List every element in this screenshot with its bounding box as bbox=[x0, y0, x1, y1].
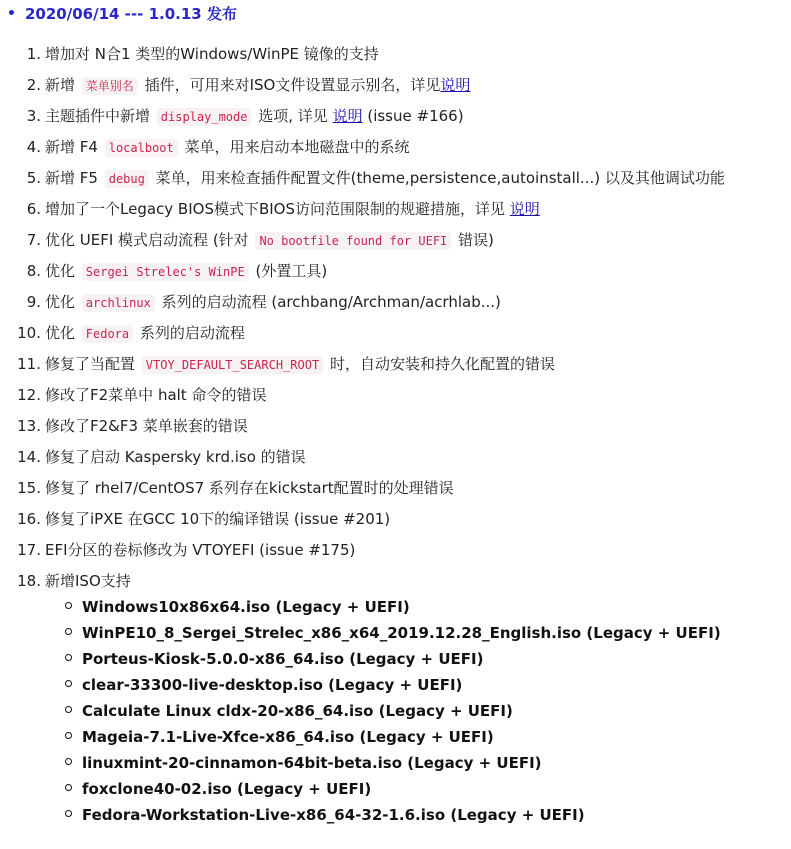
iso-list-item: clear-33300-live-desktop.iso (Legacy + UEFI) bbox=[65, 672, 462, 698]
code-snippet: display_mode bbox=[157, 108, 252, 126]
circle-bullet-icon bbox=[65, 810, 72, 817]
list-item: 8. 优化 Sergei Strelec's WinPE (外置工具) bbox=[26, 262, 328, 280]
circle-bullet-icon bbox=[65, 758, 72, 765]
code-snippet: Sergei Strelec's WinPE bbox=[82, 263, 249, 281]
list-item: 6. 增加了一个Legacy BIOS模式下BIOS访问范围限制的规避措施，详见 说明 bbox=[26, 200, 540, 218]
code-snippet: No bootfile found for UEFI bbox=[255, 232, 451, 250]
release-title: 2020/06/14 --- 1.0.13 发布 bbox=[25, 5, 237, 23]
list-item: 4. 新增 F4 localboot 菜单，用来启动本地磁盘中的系统 bbox=[26, 138, 410, 156]
circle-bullet-icon bbox=[65, 654, 72, 661]
iso-list-item: WinPE10_8_Sergei_Strelec_x86_x64_2019.12.28_English.iso (Legacy + UEFI) bbox=[65, 620, 721, 646]
circle-bullet-icon bbox=[65, 680, 72, 687]
list-item: 5. 新增 F5 debug 菜单，用来检查插件配置文件(theme,persistence,autoinstall...) 以及其他调试功能 bbox=[26, 169, 725, 187]
list-item: 1. 增加对 N合1 类型的Windows/WinPE 镜像的支持 bbox=[26, 45, 379, 63]
iso-list-item: foxclone40-02.iso (Legacy + UEFI) bbox=[65, 776, 371, 802]
release-header bbox=[8, 2, 237, 26]
list-item: 16. 修复了iPXE 在GCC 10下的编译错误 (issue #201) bbox=[17, 510, 391, 528]
list-item: 7. 优化 UEFI 模式启动流程 (针对 No bootfile found for UEFI 错误) bbox=[26, 231, 494, 249]
code-snippet: 菜单别名 bbox=[82, 77, 138, 95]
code-snippet: Fedora bbox=[82, 325, 133, 343]
list-item: 18. 新增ISO支持 bbox=[17, 572, 131, 590]
circle-bullet-icon bbox=[65, 602, 72, 609]
circle-bullet-icon bbox=[65, 732, 72, 739]
iso-list-item: Porteus-Kiosk-5.0.0-x86_64.iso (Legacy + UEFI) bbox=[65, 646, 483, 672]
iso-list-item: linuxmint-20-cinnamon-64bit-beta.iso (Legacy + UEFI) bbox=[65, 750, 542, 776]
list-item: 2. 新增 菜单别名 插件，可用来对ISO文件设置显示别名，详见说明 bbox=[26, 76, 471, 94]
list-item: 12. 修改了F2菜单中 halt 命令的错误 bbox=[17, 386, 267, 404]
code-snippet: VTOY_DEFAULT_SEARCH_ROOT bbox=[142, 356, 323, 374]
circle-bullet-icon bbox=[65, 784, 72, 791]
list-item: 3. 主题插件中新增 display_mode 选项, 详见 说明 (issue #166) bbox=[26, 107, 464, 125]
circle-bullet-icon bbox=[65, 628, 72, 635]
details-link[interactable]: 说明 bbox=[332, 107, 363, 125]
code-snippet: archlinux bbox=[82, 294, 155, 312]
details-link[interactable]: 说明 bbox=[509, 200, 540, 218]
iso-list-item: Calculate Linux cldx-20-x86_64.iso (Legacy + UEFI) bbox=[65, 698, 513, 724]
list-item: 13. 修改了F2&F3 菜单嵌套的错误 bbox=[17, 417, 248, 435]
list-item: 9. 优化 archlinux 系列的启动流程 (archbang/Archman/acrhlab...) bbox=[26, 293, 501, 311]
list-item: 17. EFI分区的卷标修改为 VTOYEFI (issue #175) bbox=[17, 541, 356, 559]
circle-bullet-icon bbox=[65, 706, 72, 713]
code-snippet: localboot bbox=[105, 139, 178, 157]
details-link[interactable]: 说明 bbox=[440, 76, 471, 94]
code-snippet: debug bbox=[105, 170, 149, 188]
iso-list-item: Mageia-7.1-Live-Xfce-x86_64.iso (Legacy + UEFI) bbox=[65, 724, 494, 750]
iso-list-item: Fedora-Workstation-Live-x86_64-32-1.6.iso (Legacy + UEFI) bbox=[65, 802, 585, 828]
list-item: 14. 修复了启动 Kaspersky krd.iso 的错误 bbox=[17, 448, 306, 466]
list-item: 10. 优化 Fedora 系列的启动流程 bbox=[17, 324, 245, 342]
list-item: 15. 修复了 rhel7/CentOS7 系列存在kickstart配置时的处理错误 bbox=[17, 479, 454, 497]
iso-list-item: Windows10x86x64.iso (Legacy + UEFI) bbox=[65, 594, 410, 620]
bullet-icon bbox=[9, 10, 14, 15]
list-item: 11. 修复了当配置 VTOY_DEFAULT_SEARCH_ROOT 时，自动安装和持久化配置的错误 bbox=[17, 355, 555, 373]
